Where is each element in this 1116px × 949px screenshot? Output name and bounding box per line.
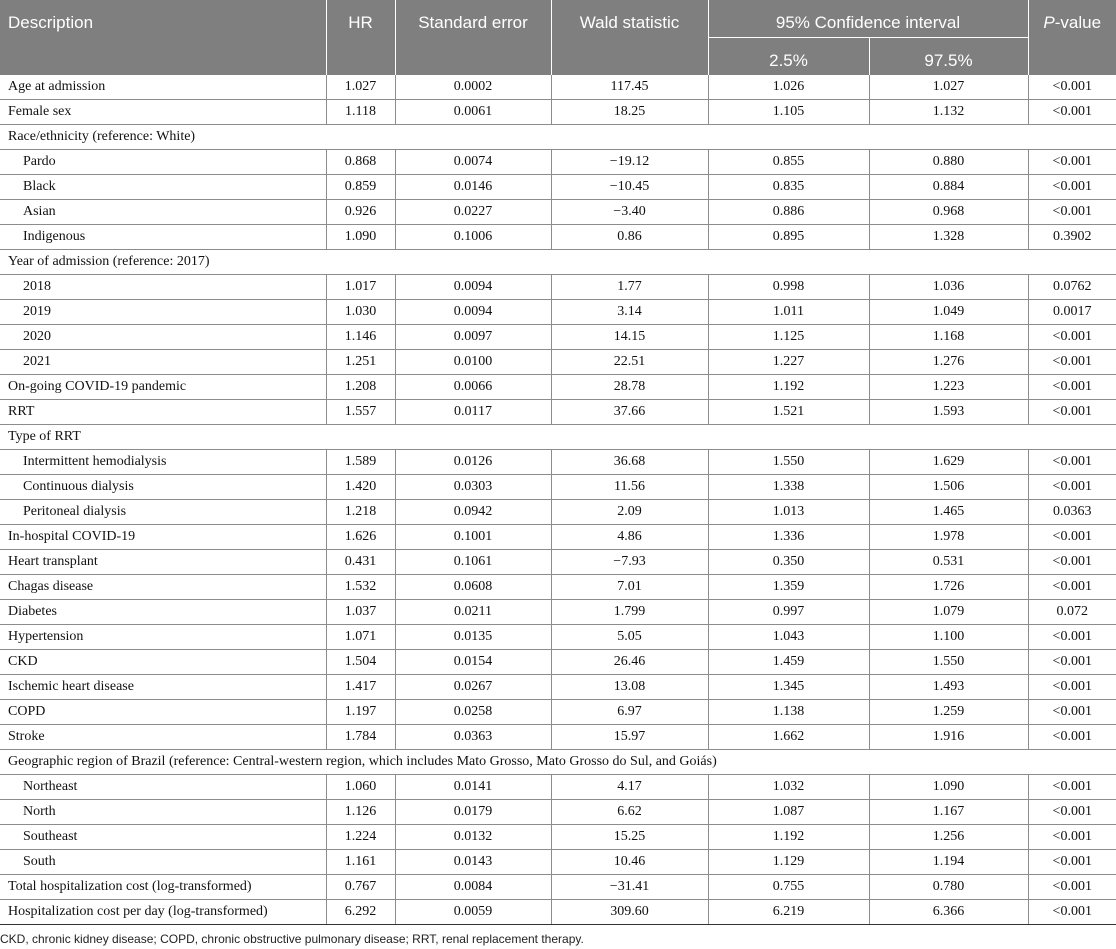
cell-p-value: <0.001 [1028,175,1116,200]
cell-ci-low: 1.336 [708,525,869,550]
table-row [0,475,1116,500]
cell-ci-low: 1.043 [708,625,869,650]
table-row [0,500,1116,525]
table-row [0,225,1116,250]
cell-wald-statistic: 4.86 [551,525,708,550]
cell-hr: 1.589 [326,450,395,475]
cell-p-value: <0.001 [1028,450,1116,475]
cell-ci-low: 1.550 [708,450,869,475]
cell-ci-high: 1.276 [869,350,1028,375]
cell-hr: 0.431 [326,550,395,575]
cell-hr: 1.146 [326,325,395,350]
table-row [0,650,1116,675]
cell-wald-statistic: 5.05 [551,625,708,650]
cell-p-value: <0.001 [1028,375,1116,400]
cell-wald-statistic: 2.09 [551,500,708,525]
cell-ci-high: 1.036 [869,275,1028,300]
table-row [0,825,1116,850]
cell-wald-statistic: 11.56 [551,475,708,500]
cell-p-value: 0.0762 [1028,275,1116,300]
cell-standard-error: 0.0132 [395,825,551,850]
row-description: RRT [0,400,326,425]
row-description: Female sex [0,100,326,125]
cell-p-value: <0.001 [1028,325,1116,350]
table-body [0,75,1116,925]
cell-p-value: 0.0017 [1028,300,1116,325]
row-description: 2020 [0,325,326,350]
cell-ci-low: 1.026 [708,75,869,100]
cell-ci-high: 1.726 [869,575,1028,600]
cell-standard-error: 0.0154 [395,650,551,675]
cell-hr: 1.197 [326,700,395,725]
row-description: Total hospitalization cost (log-transformed) [0,875,326,900]
table-row [0,850,1116,875]
cell-ci-high: 0.968 [869,200,1028,225]
cell-ci-low: 0.350 [708,550,869,575]
cell-ci-low: 0.998 [708,275,869,300]
header-wald-statistic: Wald statistic [551,0,708,75]
cell-standard-error: 0.0126 [395,450,551,475]
cell-wald-statistic: −3.40 [551,200,708,225]
cell-p-value: <0.001 [1028,525,1116,550]
cell-p-value: <0.001 [1028,100,1116,125]
cell-ci-low: 1.359 [708,575,869,600]
cell-hr: 1.060 [326,775,395,800]
table-footnote: CKD, chronic kidney disease; COPD, chronic obstructive pulmonary disease; RRT, renal replacement therapy. [0,932,584,946]
cell-hr: 1.417 [326,675,395,700]
row-description: COPD [0,700,326,725]
cell-ci-high: 1.090 [869,775,1028,800]
cell-ci-low: 1.662 [708,725,869,750]
table-header [0,0,1116,75]
cell-standard-error: 0.0146 [395,175,551,200]
row-description: Hypertension [0,625,326,650]
cell-ci-low: 1.192 [708,825,869,850]
table-row [0,200,1116,225]
cell-p-value: 0.0363 [1028,500,1116,525]
cell-ci-high: 1.550 [869,650,1028,675]
header-confidence-interval: 95% Confidence interval [708,0,1028,38]
cell-standard-error: 0.0002 [395,75,551,100]
cell-ci-low: 0.895 [708,225,869,250]
group-label: Race/ethnicity (reference: White) [0,125,1116,150]
cell-wald-statistic: 309.60 [551,900,708,925]
row-description: Peritoneal dialysis [0,500,326,525]
cell-wald-statistic: 6.62 [551,800,708,825]
cell-standard-error: 0.0608 [395,575,551,600]
cell-hr: 0.926 [326,200,395,225]
cell-wald-statistic: 0.86 [551,225,708,250]
cell-ci-low: 0.755 [708,875,869,900]
cell-ci-low: 1.138 [708,700,869,725]
cell-hr: 1.224 [326,825,395,850]
cell-wald-statistic: 3.14 [551,300,708,325]
cell-standard-error: 0.0363 [395,725,551,750]
group-label: Type of RRT [0,425,1116,450]
table-row [0,75,1116,100]
cell-ci-high: 1.916 [869,725,1028,750]
row-description: Diabetes [0,600,326,625]
cell-standard-error: 0.0094 [395,275,551,300]
cell-ci-high: 1.493 [869,675,1028,700]
cell-hr: 1.090 [326,225,395,250]
header-p-letter: P [1043,13,1055,32]
cell-hr: 0.767 [326,875,395,900]
table-row [0,175,1116,200]
table-row [0,400,1116,425]
table-row [0,275,1116,300]
cell-wald-statistic: 26.46 [551,650,708,675]
cell-standard-error: 0.1061 [395,550,551,575]
cell-p-value: <0.001 [1028,75,1116,100]
header-ci-low: 2.5% [708,38,869,76]
cell-hr: 1.037 [326,600,395,625]
cell-wald-statistic: 22.51 [551,350,708,375]
header-p-value [1028,0,1116,75]
row-description: On-going COVID-19 pandemic [0,375,326,400]
cell-ci-low: 1.227 [708,350,869,375]
cell-hr: 0.859 [326,175,395,200]
cell-wald-statistic: 15.97 [551,725,708,750]
cell-ci-high: 1.259 [869,700,1028,725]
table-row [0,525,1116,550]
row-description: In-hospital COVID-19 [0,525,326,550]
cell-standard-error: 0.0258 [395,700,551,725]
cell-p-value: <0.001 [1028,800,1116,825]
table-row [0,775,1116,800]
row-description: Southeast [0,825,326,850]
cell-p-value: <0.001 [1028,775,1116,800]
cell-hr: 1.118 [326,100,395,125]
row-description: 2019 [0,300,326,325]
header-standard-error: Standard error [395,0,551,75]
cell-ci-low: 0.997 [708,600,869,625]
cell-wald-statistic: 1.77 [551,275,708,300]
cell-p-value: <0.001 [1028,850,1116,875]
cell-wald-statistic: 7.01 [551,575,708,600]
cell-standard-error: 0.0303 [395,475,551,500]
row-description: Indigenous [0,225,326,250]
cell-ci-high: 1.629 [869,450,1028,475]
cell-p-value: <0.001 [1028,875,1116,900]
cell-ci-low: 1.087 [708,800,869,825]
cell-hr: 1.030 [326,300,395,325]
cell-standard-error: 0.0084 [395,875,551,900]
row-description: 2018 [0,275,326,300]
cell-wald-statistic: 6.97 [551,700,708,725]
cell-hr: 1.420 [326,475,395,500]
table-row [0,350,1116,375]
table-row [0,375,1116,400]
cell-p-value: <0.001 [1028,900,1116,925]
cell-ci-high: 0.780 [869,875,1028,900]
cell-wald-statistic: 15.25 [551,825,708,850]
table-row [0,325,1116,350]
cell-standard-error: 0.0100 [395,350,551,375]
cell-ci-high: 1.079 [869,600,1028,625]
row-description: Hospitalization cost per day (log-transformed) [0,900,326,925]
cell-ci-high: 1.256 [869,825,1028,850]
cell-ci-high: 1.167 [869,800,1028,825]
cell-standard-error: 0.0066 [395,375,551,400]
cell-standard-error: 0.0942 [395,500,551,525]
header-ci-high: 97.5% [869,38,1028,76]
group-label: Year of admission (reference: 2017) [0,250,1116,275]
cell-ci-low: 1.129 [708,850,869,875]
table-row [0,675,1116,700]
cell-wald-statistic: 1.799 [551,600,708,625]
table-row [0,150,1116,175]
cell-standard-error: 0.0094 [395,300,551,325]
cell-ci-low: 1.011 [708,300,869,325]
row-description: 2021 [0,350,326,375]
cell-hr: 1.626 [326,525,395,550]
cell-hr: 1.126 [326,800,395,825]
cell-ci-low: 0.835 [708,175,869,200]
cell-hr: 1.504 [326,650,395,675]
table-row [0,300,1116,325]
cell-ci-low: 6.219 [708,900,869,925]
cell-hr: 1.017 [326,275,395,300]
header-p-rest: -value [1054,13,1102,32]
row-description: Chagas disease [0,575,326,600]
table-group-row [0,125,1116,150]
row-description: North [0,800,326,825]
cell-wald-statistic: 13.08 [551,675,708,700]
row-description: Stroke [0,725,326,750]
cell-ci-high: 1.465 [869,500,1028,525]
table-row [0,625,1116,650]
cell-wald-statistic: 28.78 [551,375,708,400]
cell-p-value: <0.001 [1028,150,1116,175]
row-description: Heart transplant [0,550,326,575]
cell-standard-error: 0.0061 [395,100,551,125]
cell-p-value: <0.001 [1028,550,1116,575]
table-row [0,900,1116,925]
row-description: Ischemic heart disease [0,675,326,700]
cell-standard-error: 0.0074 [395,150,551,175]
cell-ci-high: 1.027 [869,75,1028,100]
row-description: Asian [0,200,326,225]
cell-ci-low: 0.855 [708,150,869,175]
header-hr: HR [326,0,395,75]
table-row [0,725,1116,750]
cell-ci-low: 1.032 [708,775,869,800]
table-row [0,800,1116,825]
cell-wald-statistic: −10.45 [551,175,708,200]
table-row [0,450,1116,475]
cell-wald-statistic: 4.17 [551,775,708,800]
row-description: Age at admission [0,75,326,100]
cell-p-value: <0.001 [1028,675,1116,700]
cell-hr: 6.292 [326,900,395,925]
cell-ci-high: 6.366 [869,900,1028,925]
cell-standard-error: 0.0141 [395,775,551,800]
cell-ci-high: 1.223 [869,375,1028,400]
cell-p-value: <0.001 [1028,200,1116,225]
cell-ci-high: 1.049 [869,300,1028,325]
cell-ci-high: 1.978 [869,525,1028,550]
table-row [0,600,1116,625]
cell-ci-low: 1.338 [708,475,869,500]
cell-hr: 1.251 [326,350,395,375]
cell-p-value: <0.001 [1028,725,1116,750]
cell-ci-low: 1.013 [708,500,869,525]
cell-ci-low: 1.125 [708,325,869,350]
cell-hr: 1.071 [326,625,395,650]
cell-standard-error: 0.0097 [395,325,551,350]
cell-ci-low: 1.105 [708,100,869,125]
cell-standard-error: 0.0059 [395,900,551,925]
cell-p-value: <0.001 [1028,825,1116,850]
cell-standard-error: 0.0135 [395,625,551,650]
row-description: CKD [0,650,326,675]
cell-ci-high: 0.531 [869,550,1028,575]
table-group-row [0,750,1116,775]
cell-p-value: <0.001 [1028,475,1116,500]
table-row [0,700,1116,725]
cell-ci-low: 1.192 [708,375,869,400]
cell-ci-low: 1.521 [708,400,869,425]
cell-ci-high: 1.100 [869,625,1028,650]
cell-hr: 1.218 [326,500,395,525]
table-row [0,550,1116,575]
cell-ci-low: 1.459 [708,650,869,675]
cell-hr: 1.161 [326,850,395,875]
row-description: Continuous dialysis [0,475,326,500]
cell-p-value: <0.001 [1028,350,1116,375]
table-row [0,100,1116,125]
cell-standard-error: 0.0227 [395,200,551,225]
cell-wald-statistic: 36.68 [551,450,708,475]
cell-wald-statistic: −19.12 [551,150,708,175]
group-label: Geographic region of Brazil (reference: Central-western region, which includes Mato Grosso, Mato Grosso do Sul, and Goiás) [0,750,1116,775]
cell-standard-error: 0.0211 [395,600,551,625]
cell-ci-high: 1.593 [869,400,1028,425]
cell-standard-error: 0.0143 [395,850,551,875]
cell-wald-statistic: −31.41 [551,875,708,900]
cell-ci-high: 0.884 [869,175,1028,200]
cell-ci-high: 1.194 [869,850,1028,875]
cell-ci-low: 1.345 [708,675,869,700]
table-group-row [0,425,1116,450]
table-row [0,575,1116,600]
cell-hr: 0.868 [326,150,395,175]
row-description: South [0,850,326,875]
cell-p-value: 0.072 [1028,600,1116,625]
header-description: Description [0,0,326,75]
cell-p-value: 0.3902 [1028,225,1116,250]
cell-hr: 1.557 [326,400,395,425]
cell-p-value: <0.001 [1028,700,1116,725]
cell-wald-statistic: 117.45 [551,75,708,100]
cell-standard-error: 0.1001 [395,525,551,550]
cell-ci-high: 1.132 [869,100,1028,125]
cell-p-value: <0.001 [1028,575,1116,600]
cell-wald-statistic: −7.93 [551,550,708,575]
cell-standard-error: 0.0179 [395,800,551,825]
row-description: Northeast [0,775,326,800]
cell-wald-statistic: 14.15 [551,325,708,350]
cell-wald-statistic: 18.25 [551,100,708,125]
cell-standard-error: 0.1006 [395,225,551,250]
cell-wald-statistic: 37.66 [551,400,708,425]
cell-standard-error: 0.0267 [395,675,551,700]
cell-p-value: <0.001 [1028,625,1116,650]
table-row [0,875,1116,900]
cell-p-value: <0.001 [1028,650,1116,675]
cell-ci-high: 1.328 [869,225,1028,250]
cell-ci-low: 0.886 [708,200,869,225]
cell-hr: 1.208 [326,375,395,400]
row-description: Black [0,175,326,200]
cell-hr: 1.027 [326,75,395,100]
table-group-row [0,250,1116,275]
cell-wald-statistic: 10.46 [551,850,708,875]
cell-ci-high: 1.168 [869,325,1028,350]
row-description: Pardo [0,150,326,175]
row-description: Intermittent hemodialysis [0,450,326,475]
cell-hr: 1.532 [326,575,395,600]
cell-standard-error: 0.0117 [395,400,551,425]
cell-p-value: <0.001 [1028,400,1116,425]
cell-ci-high: 1.506 [869,475,1028,500]
cell-hr: 1.784 [326,725,395,750]
cell-ci-high: 0.880 [869,150,1028,175]
